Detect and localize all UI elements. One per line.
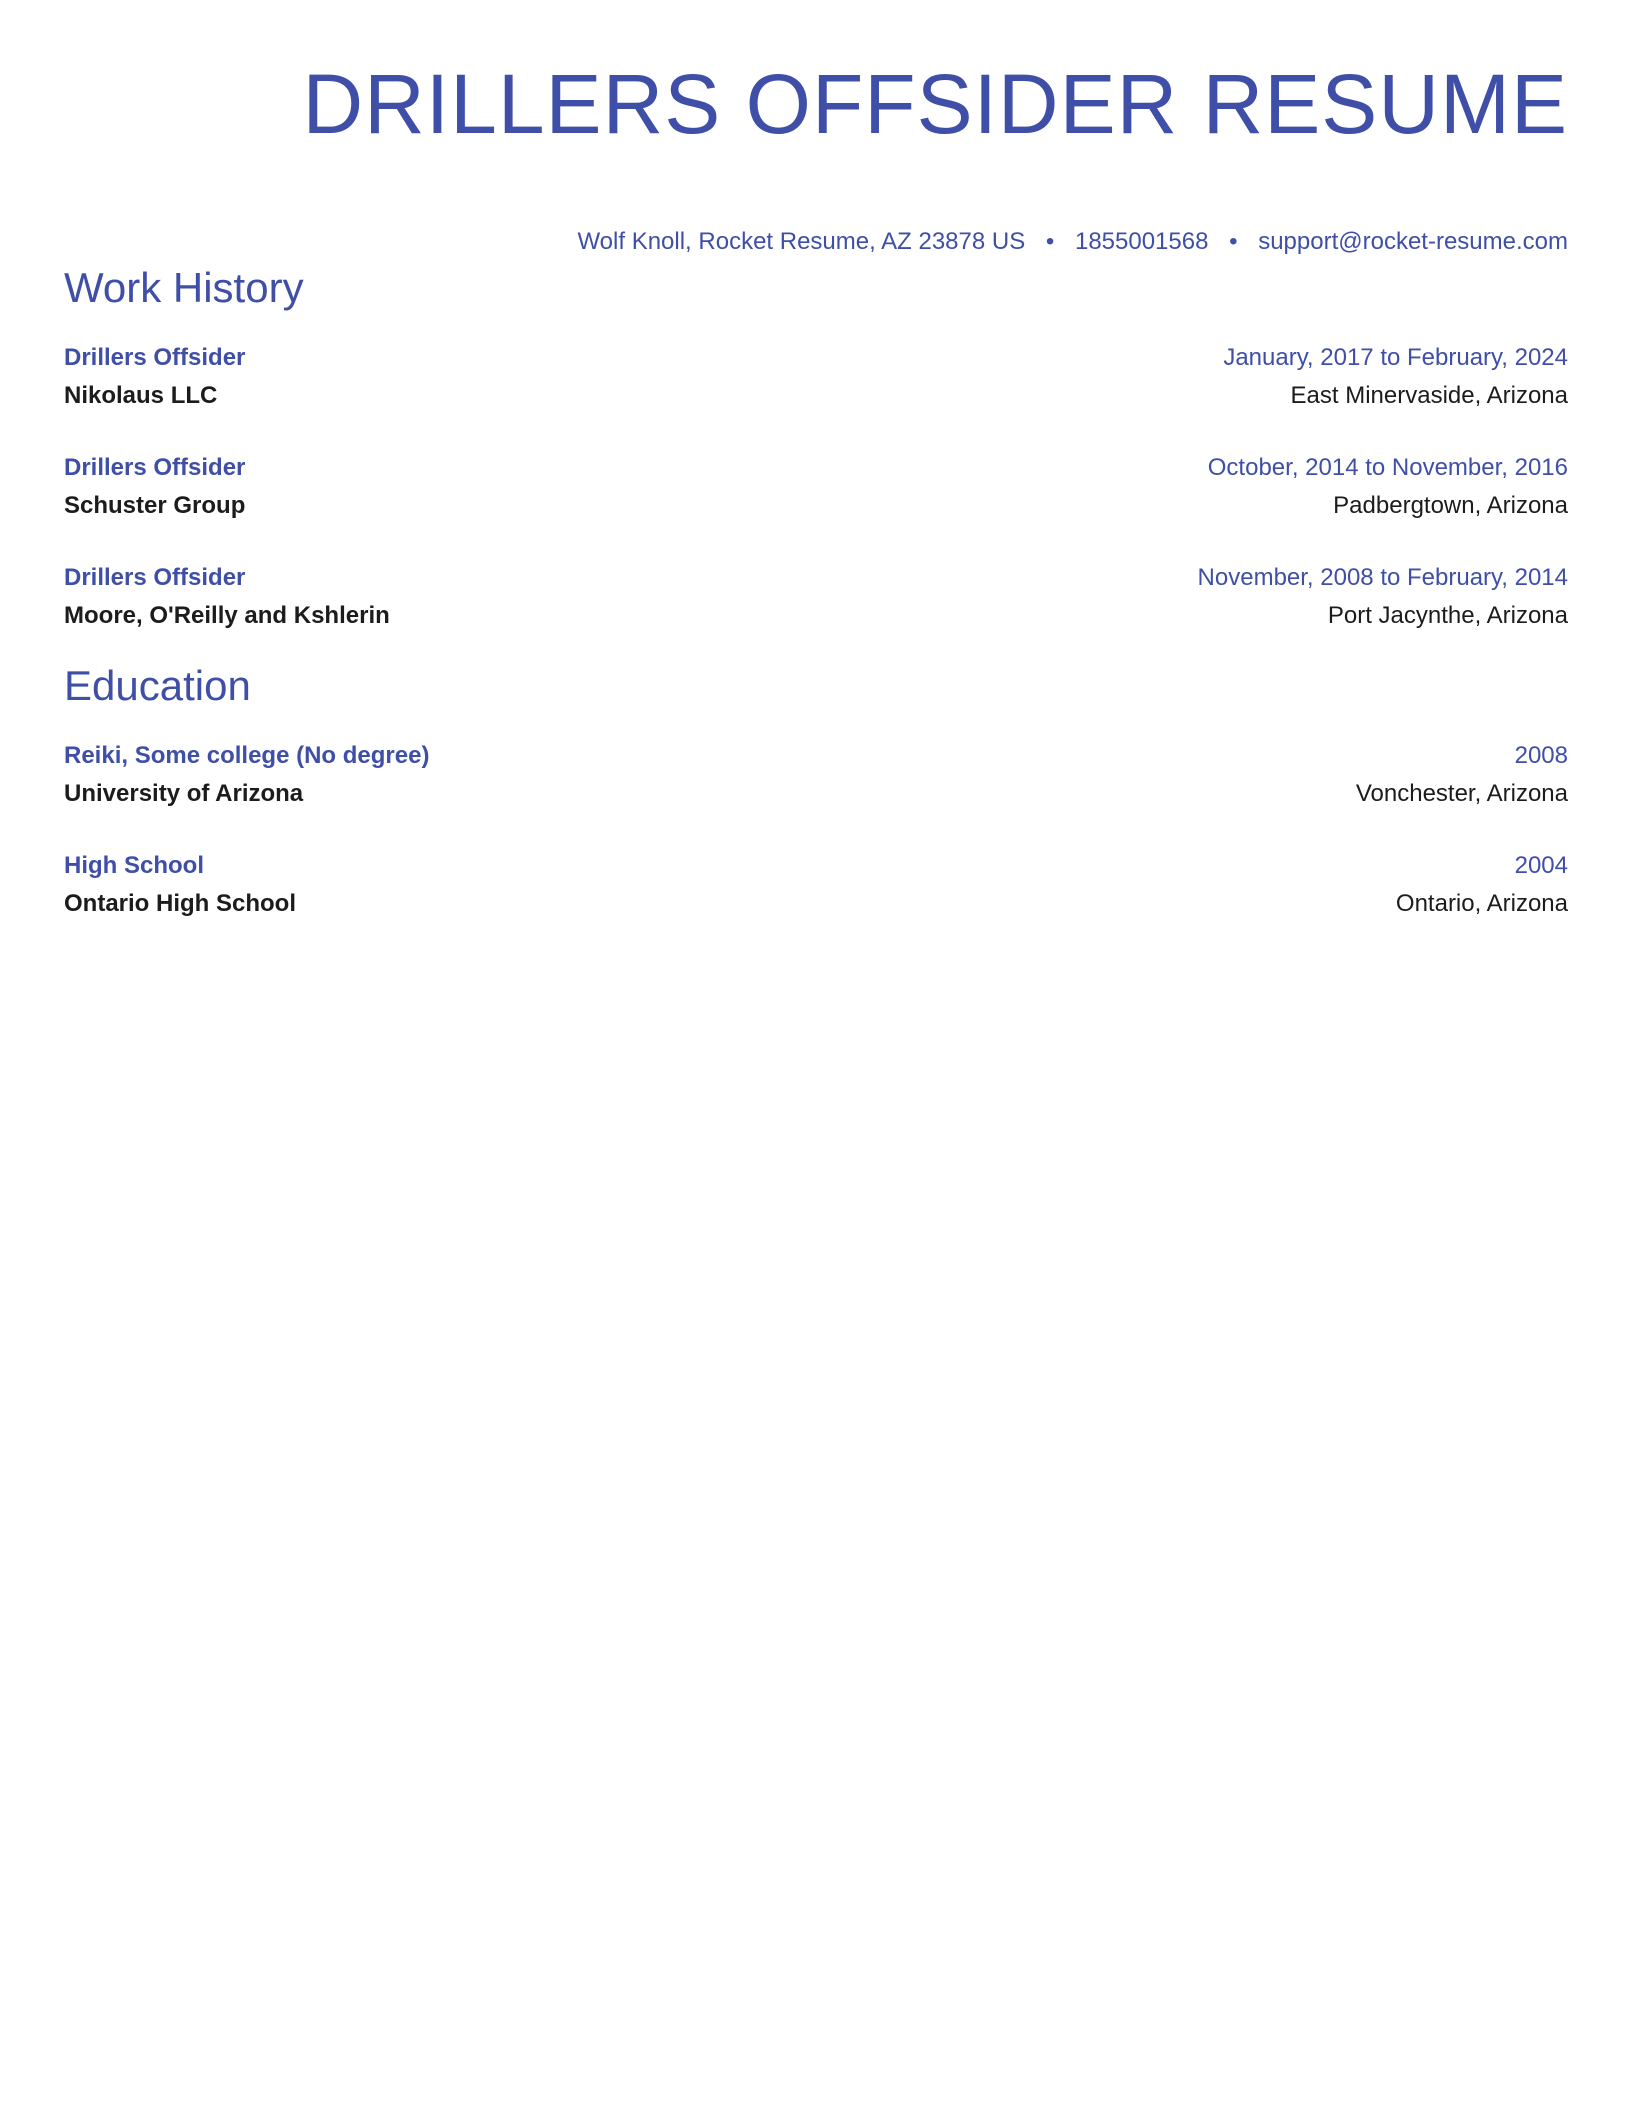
graduation-year: 2004 xyxy=(1514,852,1568,879)
contact-email: support@rocket-resume.com xyxy=(1258,228,1568,255)
company-name: Nikolaus LLC xyxy=(64,382,218,409)
work-entry xyxy=(64,449,1568,525)
job-title: Drillers Offsider xyxy=(64,564,246,591)
school-name: University of Arizona xyxy=(64,780,304,807)
job-dates: October, 2014 to November, 2016 xyxy=(1207,454,1568,481)
resume-title: DRILLERS OFFSIDER RESUME xyxy=(302,57,1568,151)
job-location: Padbergtown, Arizona xyxy=(1333,492,1568,519)
resume-page xyxy=(64,0,1568,2112)
job-dates: January, 2017 to February, 2024 xyxy=(1223,344,1568,371)
school-name: Ontario High School xyxy=(64,890,296,917)
job-location: Port Jacynthe, Arizona xyxy=(1327,602,1568,629)
resume-header xyxy=(64,0,1568,258)
contact-line xyxy=(64,226,1568,258)
degree-name: Reiki, Some college (No degree) xyxy=(64,742,430,769)
work-history-heading: Work History xyxy=(64,264,304,311)
job-dates: November, 2008 to February, 2014 xyxy=(1197,564,1568,591)
work-entry xyxy=(64,339,1568,415)
job-title: Drillers Offsider xyxy=(64,344,246,371)
education-entry xyxy=(64,737,1568,813)
degree-name: High School xyxy=(64,852,204,879)
company-name: Moore, O'Reilly and Kshlerin xyxy=(64,602,390,629)
contact-address: Wolf Knoll, Rocket Resume, AZ 23878 US xyxy=(577,228,1026,255)
graduation-year: 2008 xyxy=(1514,742,1568,769)
work-history-section xyxy=(64,262,1568,635)
work-entry xyxy=(64,559,1568,635)
contact-separator: • xyxy=(1229,228,1238,255)
job-title: Drillers Offsider xyxy=(64,454,246,481)
contact-phone: 1855001568 xyxy=(1074,228,1209,255)
job-location: East Minervaside, Arizona xyxy=(1290,382,1568,409)
education-section xyxy=(64,660,1568,923)
education-heading: Education xyxy=(64,662,251,709)
company-name: Schuster Group xyxy=(64,492,246,519)
school-location: Vonchester, Arizona xyxy=(1355,780,1568,807)
education-entry xyxy=(64,847,1568,923)
school-location: Ontario, Arizona xyxy=(1395,890,1568,917)
contact-separator: • xyxy=(1045,228,1055,255)
